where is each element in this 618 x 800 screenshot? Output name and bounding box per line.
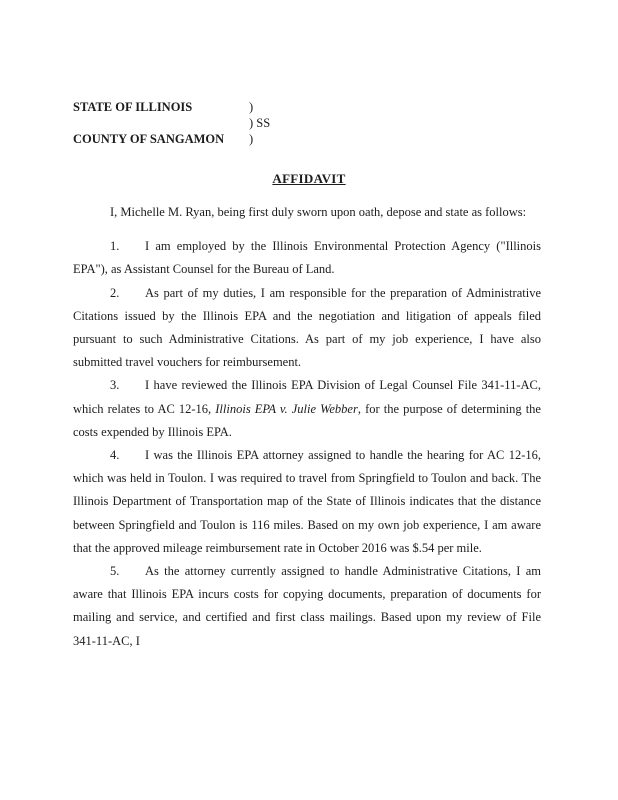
paragraph-2 xyxy=(73,282,541,375)
venue-row-ss xyxy=(73,115,309,131)
state-label: STATE OF ILLINOIS xyxy=(73,100,193,114)
affidavit-body xyxy=(73,201,541,653)
paragraph-4 xyxy=(73,444,541,560)
county-label: COUNTY OF SANGAMON xyxy=(73,132,225,146)
paragraph-number: 5. xyxy=(110,564,120,579)
paragraph-text: As part of my duties, I am responsible for the preparation of Administrative Citations issued by the Illinois EPA and the negotiation and litigation of appeals filed pursuant to such Administrative Citations. As part of my job experience, I have also submitted travel vouchers for reimbursement. xyxy=(73,285,541,370)
paragraph-number: 4. xyxy=(110,448,120,463)
case-name: Illinois EPA v. Julie Webber xyxy=(215,401,358,416)
ss-mark: ) SS xyxy=(249,116,271,130)
paragraph-text: I am employed by the Illinois Environmental Protection Agency ("Illinois EPA"), as Assistant Counsel for the Bureau of Land. xyxy=(73,239,541,277)
venue-row-state xyxy=(73,99,309,115)
intro-statement: I, Michelle M. Ryan, being first duly sworn upon oath, depose and state as follows: xyxy=(110,205,527,219)
document-title: AFFIDAVIT xyxy=(272,171,346,186)
paragraph-1 xyxy=(73,235,541,281)
paragraph-text: I was the Illinois EPA attorney assigned to handle the hearing for AC 12-16, which was held in Toulon. I was required to travel from Springfield to Toulon and back. The Illinois Department of Transportation map of the State of Illinois indicates that the distance between Springfield and Toulon is 116 miles. Based on my own job experience, I am aware that the approved mileage reimbursement rate in October 2016 was $.54 per mile. xyxy=(73,448,541,555)
paragraph-5 xyxy=(73,560,541,653)
venue-caption xyxy=(73,99,309,147)
paragraph-number: 2. xyxy=(110,285,120,300)
paragraph-number: 1. xyxy=(110,239,120,254)
paragraph-text-cont: , for the purpose of determining the costs expended by Illinois EPA. xyxy=(73,401,541,439)
paren-bottom: ) xyxy=(249,132,254,146)
paren-top: ) xyxy=(249,100,254,114)
venue-row-county xyxy=(73,131,309,147)
paragraph-text: I have reviewed the Illinois EPA Division of Legal Counsel File 341-11-AC, which relates to AC 12-16, xyxy=(73,378,541,416)
paragraph-3 xyxy=(73,374,541,444)
paragraph-number: 3. xyxy=(110,378,120,393)
paragraph-text: As the attorney currently assigned to handle Administrative Citations, I am aware that Illinois EPA incurs costs for copying documents, preparation of documents for mailing and service, and certified and first class mailings. Based upon my review of File 341-11-AC, I xyxy=(73,564,541,648)
